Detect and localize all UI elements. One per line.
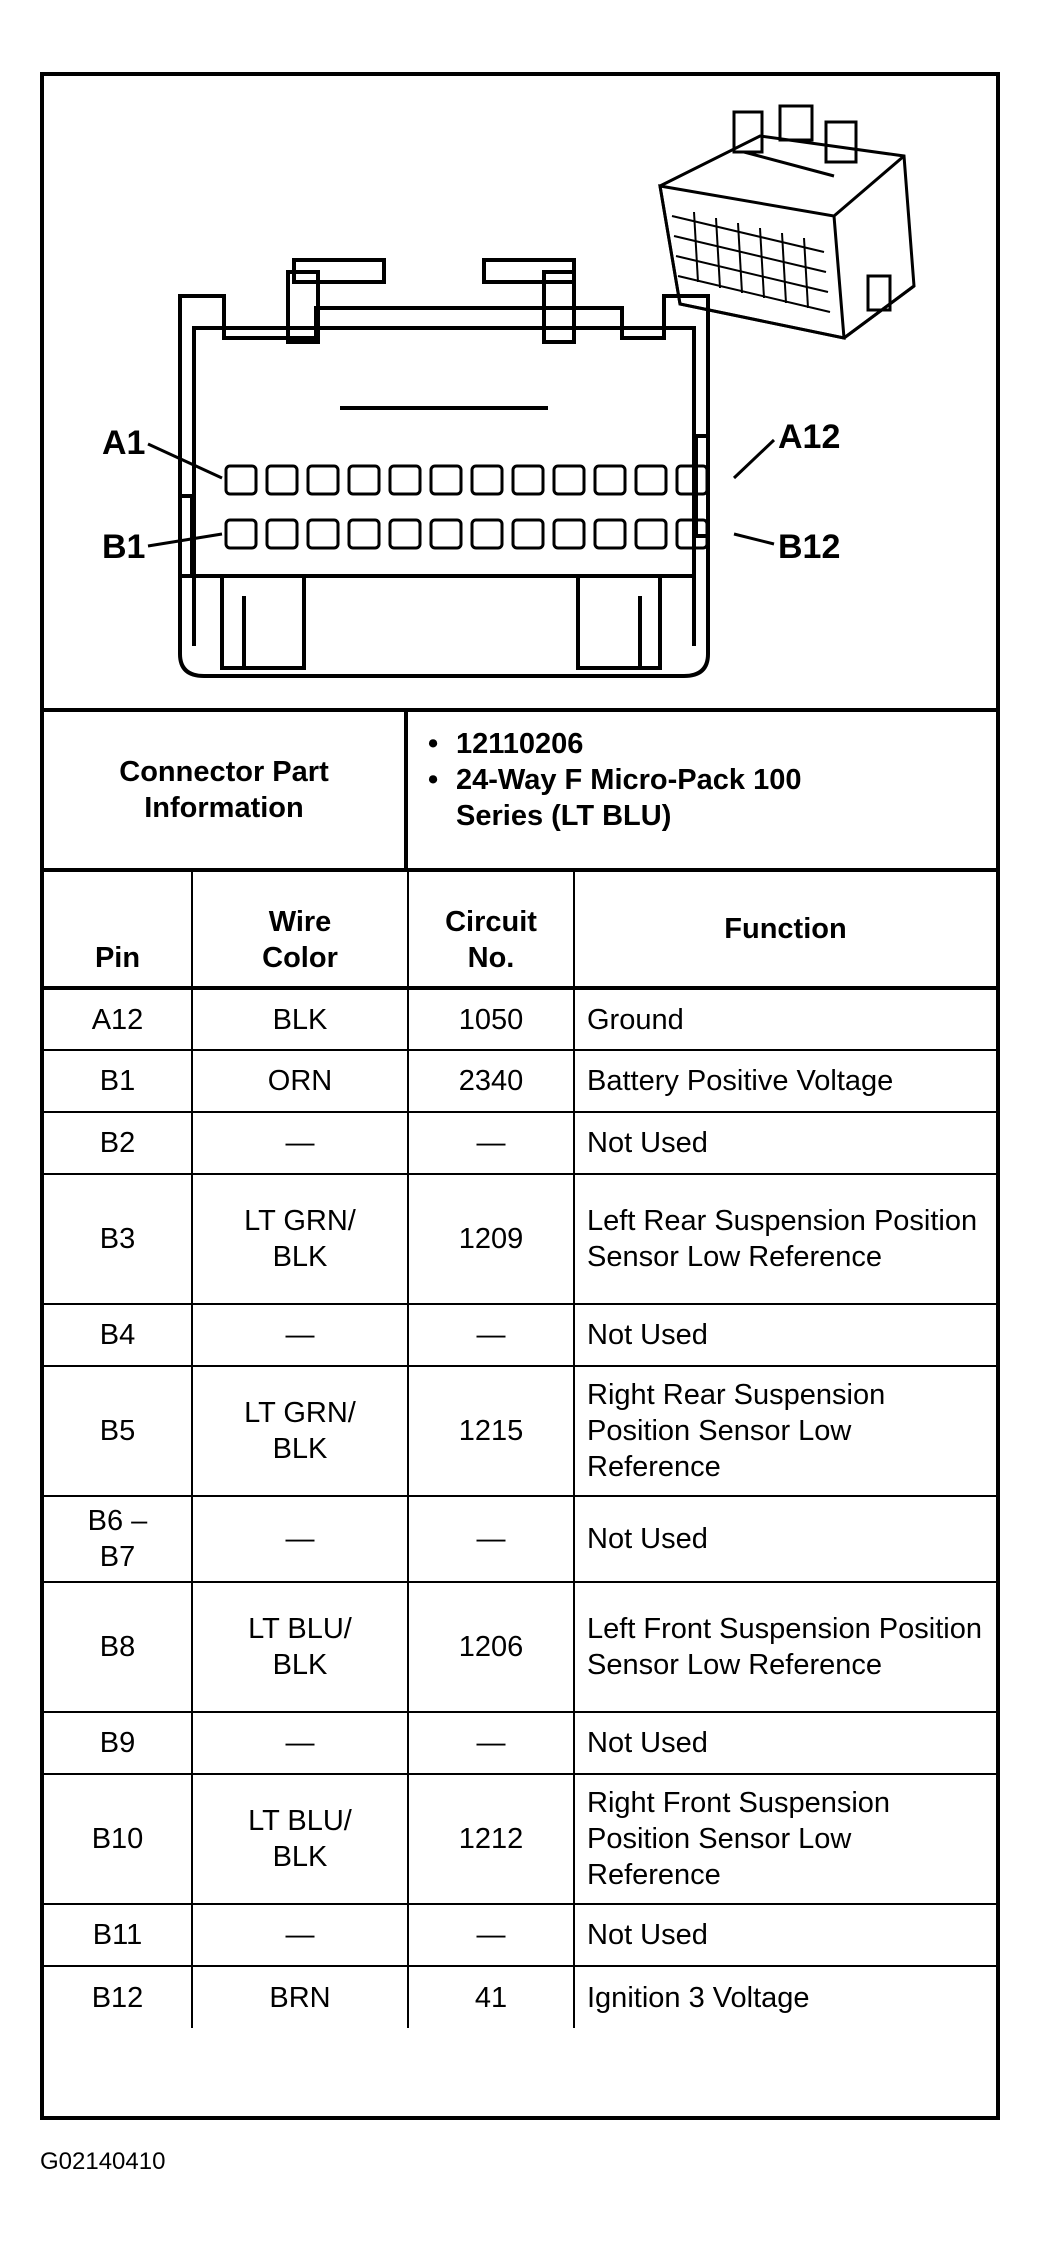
- circuit-cell: —: [408, 1712, 574, 1774]
- circuit-cell: 1209: [408, 1174, 574, 1304]
- connector-sheet: [40, 72, 1000, 2120]
- pin-cavity-b11: [636, 520, 666, 548]
- connector-3d-view: [660, 106, 914, 338]
- circuit-cell: —: [408, 1112, 574, 1174]
- wire-color-cell: —: [192, 1496, 408, 1582]
- pin-cell: B10: [44, 1774, 192, 1904]
- table-row: [44, 988, 996, 1050]
- wire-color-cell: LT BLU/ BLK: [192, 1774, 408, 1904]
- table-row: [44, 1712, 996, 1774]
- part-number: • 12110206: [456, 726, 996, 762]
- header-function: Function: [574, 872, 996, 988]
- pin-cavity-a5: [390, 466, 420, 494]
- pinout-table: [44, 872, 996, 2028]
- pin-cell: B1: [44, 1050, 192, 1112]
- label-a12: A12: [778, 418, 841, 456]
- table-header-row: [44, 872, 996, 988]
- pin-cavity-a10: [595, 466, 625, 494]
- table-row: [44, 1904, 996, 1966]
- pin-cell: B3: [44, 1174, 192, 1304]
- label-a1: A1: [102, 424, 146, 462]
- wire-color-cell: LT GRN/ BLK: [192, 1366, 408, 1496]
- circuit-cell: 1212: [408, 1774, 574, 1904]
- wire-color-cell: BLK: [192, 988, 408, 1050]
- connector-drawing: [44, 76, 996, 708]
- function-cell: Right Front Suspension Position Sensor Low Reference: [574, 1774, 996, 1904]
- wire-color-cell: —: [192, 1712, 408, 1774]
- table-row: [44, 1774, 996, 1904]
- pin-cavity-b2: [267, 520, 297, 548]
- label-b1: B1: [102, 528, 146, 566]
- pin-cell: B5: [44, 1366, 192, 1496]
- circuit-cell: 1215: [408, 1366, 574, 1496]
- table-row: [44, 1304, 996, 1366]
- circuit-cell: —: [408, 1904, 574, 1966]
- header-circuit-no-text: Circuit No.: [445, 906, 537, 974]
- pin-cell: B4: [44, 1304, 192, 1366]
- label-b12: B12: [778, 528, 841, 566]
- connector-info-label: Connector Part Information: [44, 712, 408, 868]
- function-cell: Not Used: [574, 1112, 996, 1174]
- function-cell: Right Rear Suspension Position Sensor Low Reference: [574, 1366, 996, 1496]
- circuit-cell: 2340: [408, 1050, 574, 1112]
- circuit-cell: 41: [408, 1966, 574, 2028]
- connector-description: • 24-Way F Micro-Pack 100 Series (LT BLU): [456, 762, 856, 834]
- connector-face: [180, 260, 708, 676]
- function-cell: Ground: [574, 988, 996, 1050]
- pin-cavity-a7: [472, 466, 502, 494]
- table-row: [44, 1174, 996, 1304]
- pin-cavity-a6: [431, 466, 461, 494]
- pin-cavities: [226, 466, 707, 548]
- pin-cavity-b9: [554, 520, 584, 548]
- wire-color-cell: LT GRN/ BLK: [192, 1174, 408, 1304]
- pin-cavity-a11: [636, 466, 666, 494]
- circuit-cell: —: [408, 1496, 574, 1582]
- function-cell: Battery Positive Voltage: [574, 1050, 996, 1112]
- header-pin: Pin: [44, 872, 192, 988]
- pin-cavity-a9: [554, 466, 584, 494]
- function-cell: Ignition 3 Voltage: [574, 1966, 996, 2028]
- pin-cavity-a3: [308, 466, 338, 494]
- pin-cavity-a2: [267, 466, 297, 494]
- pin-cavity-a8: [513, 466, 543, 494]
- pin-cavity-b7: [472, 520, 502, 548]
- function-cell: Left Rear Suspension Position Sensor Low Reference: [574, 1174, 996, 1304]
- pin-cavity-b10: [595, 520, 625, 548]
- pin-cavity-b6: [431, 520, 461, 548]
- circuit-cell: —: [408, 1304, 574, 1366]
- connector-diagram: [44, 76, 996, 712]
- function-cell: Not Used: [574, 1304, 996, 1366]
- header-wire-color: [192, 872, 408, 988]
- pin-cell: A12: [44, 988, 192, 1050]
- wire-color-cell: —: [192, 1112, 408, 1174]
- pin-cavity-b1: [226, 520, 256, 548]
- circuit-cell: 1050: [408, 988, 574, 1050]
- wire-color-cell: BRN: [192, 1966, 408, 2028]
- table-row: [44, 1966, 996, 2028]
- table-row: [44, 1050, 996, 1112]
- pin-cavity-a4: [349, 466, 379, 494]
- table-row: [44, 1366, 996, 1496]
- pin-cavity-b8: [513, 520, 543, 548]
- pin-cell: B12: [44, 1966, 192, 2028]
- function-cell: Not Used: [574, 1904, 996, 1966]
- table-row: [44, 1582, 996, 1712]
- table-row: [44, 1112, 996, 1174]
- wire-color-cell: —: [192, 1304, 408, 1366]
- pin-cavity-a1: [226, 466, 256, 494]
- table-row: [44, 1496, 996, 1582]
- header-wire-color-text: Wire Color: [262, 906, 338, 974]
- header-circuit-no: [408, 872, 574, 988]
- wire-color-cell: ORN: [192, 1050, 408, 1112]
- wire-color-cell: —: [192, 1904, 408, 1966]
- pin-cell: B6 – B7: [44, 1496, 192, 1582]
- circuit-cell: 1206: [408, 1582, 574, 1712]
- wire-color-cell: LT BLU/ BLK: [192, 1582, 408, 1712]
- connector-info-list: [408, 712, 996, 868]
- figure-code: G02140410: [40, 2148, 166, 2175]
- pin-cell: B11: [44, 1904, 192, 1966]
- function-cell: Not Used: [574, 1496, 996, 1582]
- pin-cavity-b3: [308, 520, 338, 548]
- pin-cavity-b4: [349, 520, 379, 548]
- pin-cell: B8: [44, 1582, 192, 1712]
- pin-cell: B9: [44, 1712, 192, 1774]
- connector-part-info: [44, 712, 996, 872]
- pin-cavity-b5: [390, 520, 420, 548]
- pin-cell: B2: [44, 1112, 192, 1174]
- function-cell: Left Front Suspension Position Sensor Low Reference: [574, 1582, 996, 1712]
- function-cell: Not Used: [574, 1712, 996, 1774]
